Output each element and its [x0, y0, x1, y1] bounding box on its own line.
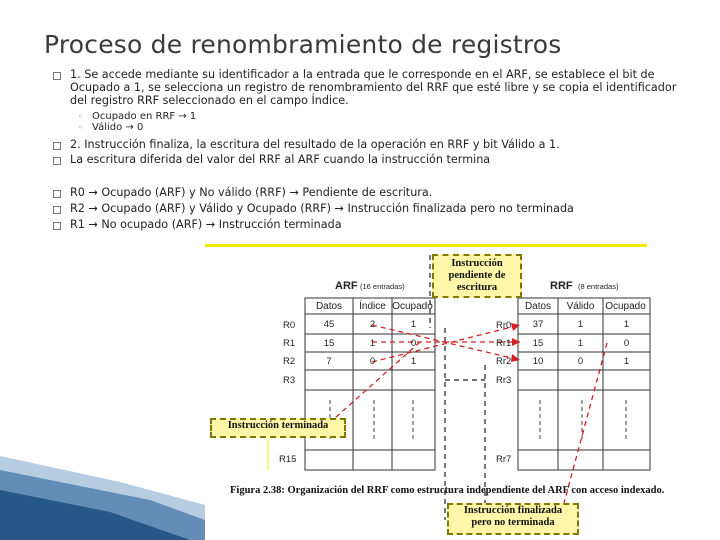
bullet-text: La escritura diferida del valor del RRF al ARF cuando la instrucción termina — [70, 153, 491, 166]
rrf-row-label: Rr1 — [496, 338, 512, 349]
arf-row-label: R1 — [283, 338, 296, 349]
rrf-cell: 0 — [577, 356, 584, 367]
arf-row-label: R0 — [283, 320, 296, 331]
arf-row-label: R3 — [283, 375, 296, 386]
arf-header: Índice — [359, 301, 386, 312]
arf-header: Datos — [315, 301, 343, 312]
bullet-text: 1. Se accede mediante su identificador a la entrada que le corresponde en el ARF, se establece el bit de Ocupado a 1, se selecciona un registro de renombramiento del RRF que esté libre y se copia el identificador del registro RRF seleccionado en el campo Índice. — [70, 68, 677, 107]
rrf-size: (8 entradas) — [578, 282, 619, 291]
rrf-header: Válido — [566, 301, 595, 312]
rrf-cell: 1 — [623, 319, 630, 330]
sub-bullet-marker: ◦ — [78, 123, 83, 132]
rrf-cell: 0 — [623, 338, 630, 349]
sub-bullet-marker: ◦ — [78, 112, 83, 121]
finished-label: Instrucción terminada — [227, 420, 329, 431]
rrf-cell: 37 — [532, 319, 544, 330]
finished-box — [210, 418, 346, 438]
rrf-cell: 10 — [532, 356, 544, 367]
slide-title: Proceso de renombramiento de registros — [44, 30, 562, 59]
sub-bullet-text: Válido → 0 — [92, 122, 144, 133]
rrf-row-label: Rr2 — [496, 356, 512, 367]
arf-cell: 0 — [410, 338, 417, 349]
arf-row-label: R2 — [283, 356, 296, 367]
corner-decoration — [0, 456, 205, 540]
bullet-text: R0 → Ocupado (ARF) y No válido (RRF) → Pendiente de escritura. — [70, 186, 433, 199]
arf-cell: 15 — [323, 338, 335, 349]
rrf-name: RRF — [550, 280, 573, 292]
not-terminated-label: Instrucción finalizada pero no terminada — [463, 505, 563, 528]
bullet-text: R2 → Ocupado (ARF) y Válido y Ocupado (RRF) → Instrucción finalizada pero no terminada — [70, 202, 574, 215]
arf-cell: 1 — [410, 319, 417, 330]
sub-bullet-text: Ocupado en RRF → 1 — [92, 111, 197, 122]
rrf-row-label: Rr0 — [496, 320, 512, 331]
arf-cell: 1 — [410, 356, 417, 367]
rrf-header: Ocupado — [605, 301, 646, 312]
rrf-header: Datos — [524, 301, 552, 312]
arf-cell: 45 — [323, 319, 335, 330]
arf-cell: 7 — [326, 356, 332, 367]
rrf-cell: 1 — [623, 356, 630, 367]
rrf-row-label: Rr7 — [496, 454, 512, 465]
figure-caption: Figura 2.38: Organización del RRF como estructura independiente del ARF con acceso indexado. — [230, 485, 665, 496]
arf-cell: 2 — [369, 319, 376, 330]
arf-row-label: R15 — [279, 454, 297, 465]
arf-cell: 1 — [369, 338, 376, 349]
arf-header: Ocupado — [392, 301, 433, 312]
pending-write-box — [432, 254, 522, 298]
pending-write-label: Instrucción pendiente de escritura — [448, 258, 506, 293]
bullet-text: R1 → No ocupado (ARF) → Instrucción terminada — [70, 218, 342, 231]
rrf-cell: 1 — [577, 338, 584, 349]
rrf-cell: 1 — [577, 319, 584, 330]
rrf-cell: 15 — [532, 338, 544, 349]
bullet-text: 2. Instrucción finaliza, la escritura del resultado de la operación en RRF y bit Válido a 1. — [70, 138, 560, 151]
not-terminated-box — [447, 503, 579, 535]
arf-size: (16 entradas) — [360, 282, 405, 291]
arf-name: ARF — [335, 280, 358, 292]
arf-cell: 0 — [369, 356, 376, 367]
rrf-row-label: Rr3 — [496, 375, 512, 386]
